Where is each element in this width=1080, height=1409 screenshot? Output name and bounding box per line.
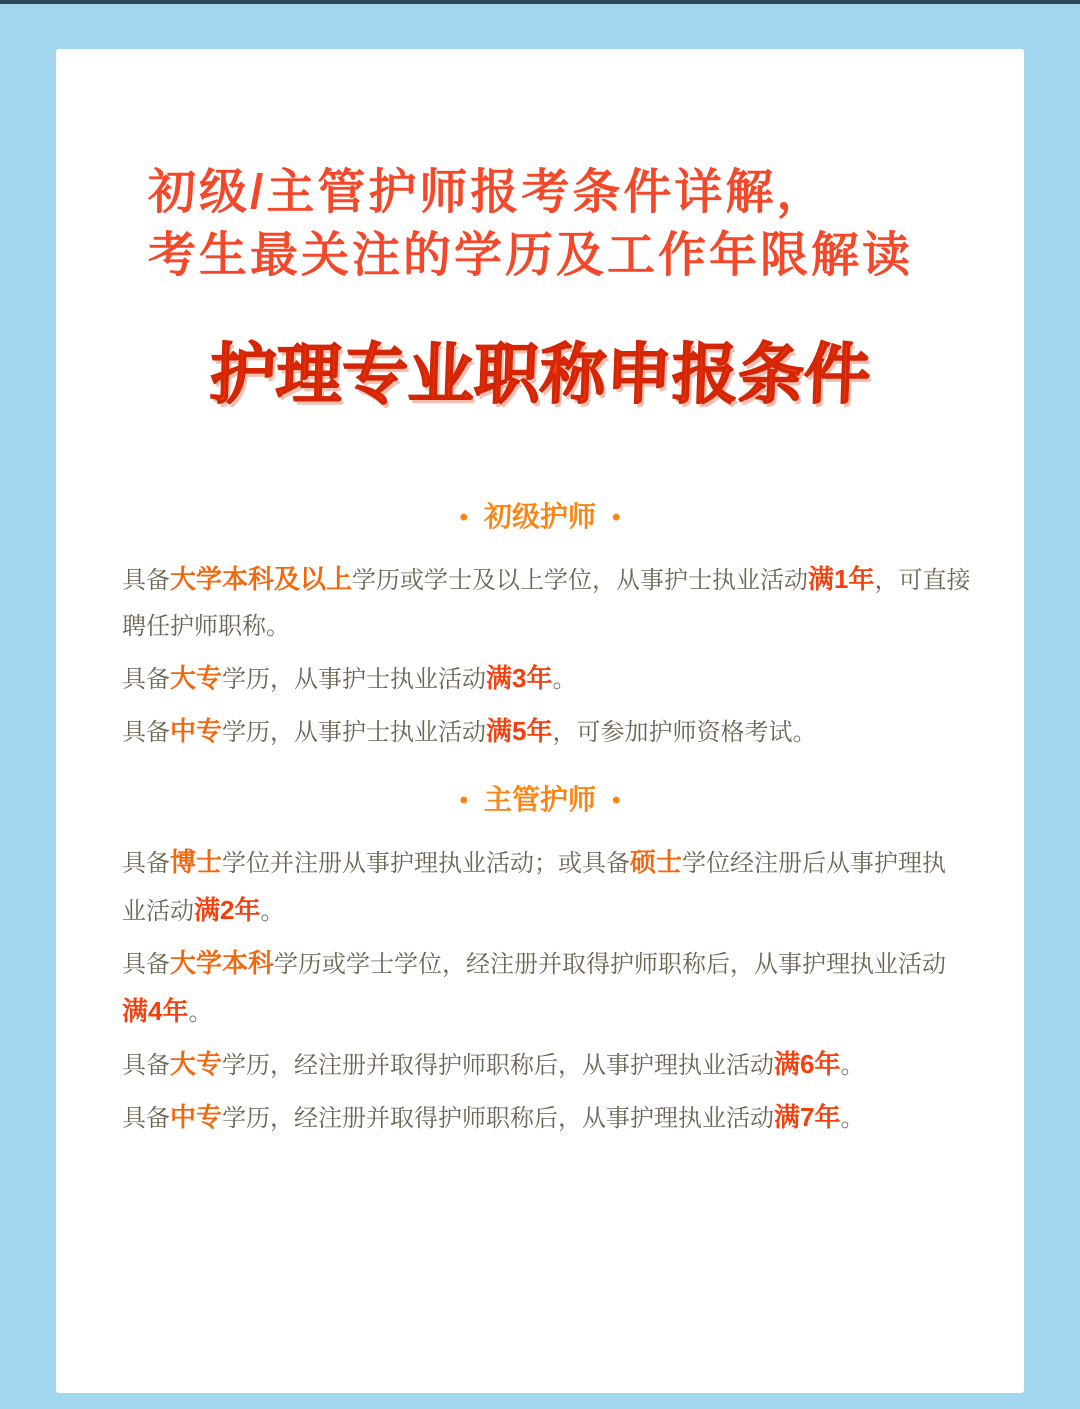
paragraph-line: [122, 556, 971, 604]
text-segment: 学历，经注册并取得护师职称后，从事护理执业活动: [222, 1052, 775, 1079]
highlight-edu: 大专: [170, 663, 223, 693]
highlight-year: 满3年: [486, 663, 553, 693]
headline-line-1: 初级/主管护师报考条件详解，: [148, 166, 828, 219]
paragraph: [122, 839, 958, 935]
text-segment: 聘任护师职称。: [122, 613, 290, 640]
highlight-edu: 大专: [170, 1049, 223, 1079]
highlight-edu: 博士: [170, 847, 223, 877]
paragraph-line: [122, 604, 958, 650]
paragraph-line: [122, 988, 958, 1036]
headline: [148, 161, 958, 287]
text-segment: 学历，从事护士执业活动: [222, 719, 487, 746]
highlight-year: 满1年: [808, 564, 875, 594]
paragraph-line: [122, 940, 958, 988]
text-segment: 。: [840, 1052, 865, 1079]
paragraph: [122, 1094, 958, 1142]
section-header: [122, 497, 958, 538]
main-title: 护理专业职称申报条件: [208, 337, 872, 411]
text-segment: 具备: [122, 666, 170, 693]
highlight-year: 满4年: [122, 996, 189, 1026]
paragraph: [122, 708, 958, 756]
text-segment: 。: [260, 898, 285, 925]
paragraph-line: [122, 708, 958, 756]
text-segment: 具备: [122, 951, 170, 978]
text-segment: 业活动: [122, 898, 194, 925]
text-segment: 学历或学士及以上学位，从事护士执业活动: [352, 567, 809, 594]
text-segment: 学历，从事护士执业活动: [222, 666, 487, 693]
text-segment: 学历或学士学位，经注册并取得护师职称后，从事护理执业活动: [274, 951, 947, 978]
text-segment: 学位并注册从事护理执业活动；或具备: [222, 850, 631, 877]
highlight-year: 满6年: [774, 1049, 841, 1079]
paragraph-line: [122, 839, 958, 887]
paragraph: [122, 1041, 958, 1089]
text-segment: 具备: [122, 1105, 170, 1132]
poster-card: [56, 49, 1024, 1393]
sections: [122, 497, 971, 1142]
paragraph: [122, 940, 958, 1036]
headline-line-2: 考生最关注的学历及工作年限解读: [148, 229, 914, 282]
highlight-edu: 中专: [170, 1102, 223, 1132]
highlight-edu: 中专: [170, 716, 223, 746]
highlight-year: 满2年: [194, 895, 261, 925]
section-header: [122, 780, 958, 821]
text-segment: 。: [552, 666, 577, 693]
text-segment: 具备: [122, 567, 170, 594]
text-segment: 具备: [122, 1052, 170, 1079]
text-segment: 。: [188, 999, 213, 1026]
paragraph-line: [122, 887, 958, 935]
paragraph: [122, 556, 971, 650]
dot-icon: •: [459, 504, 468, 531]
paragraph-line: [122, 1041, 958, 1089]
section-header-label: 主管护师: [483, 784, 596, 815]
paragraph: [122, 655, 958, 703]
top-strip: [0, 0, 1080, 4]
text-segment: 。: [840, 1105, 865, 1132]
text-segment: 学历，经注册并取得护师职称后，从事护理执业活动: [222, 1105, 775, 1132]
dot-icon: •: [612, 787, 621, 814]
paragraph-line: [122, 655, 958, 703]
highlight-edu: 大学本科: [170, 948, 275, 978]
text-segment: 具备: [122, 850, 170, 877]
highlight-edu: 硕士: [630, 847, 683, 877]
section-header-label: 初级护师: [483, 501, 596, 532]
text-segment: ，可直接: [874, 567, 971, 594]
highlight-year: 满5年: [486, 716, 553, 746]
paragraph-line: [122, 1094, 958, 1142]
text-segment: 学位经注册后从事护理执: [682, 850, 947, 877]
text-segment: 具备: [122, 719, 170, 746]
dot-icon: •: [459, 787, 468, 814]
text-segment: ，可参加护师资格考试。: [552, 719, 817, 746]
highlight-year: 满7年: [774, 1102, 841, 1132]
dot-icon: •: [612, 504, 621, 531]
highlight-edu: 大学本科及以上: [170, 564, 353, 594]
